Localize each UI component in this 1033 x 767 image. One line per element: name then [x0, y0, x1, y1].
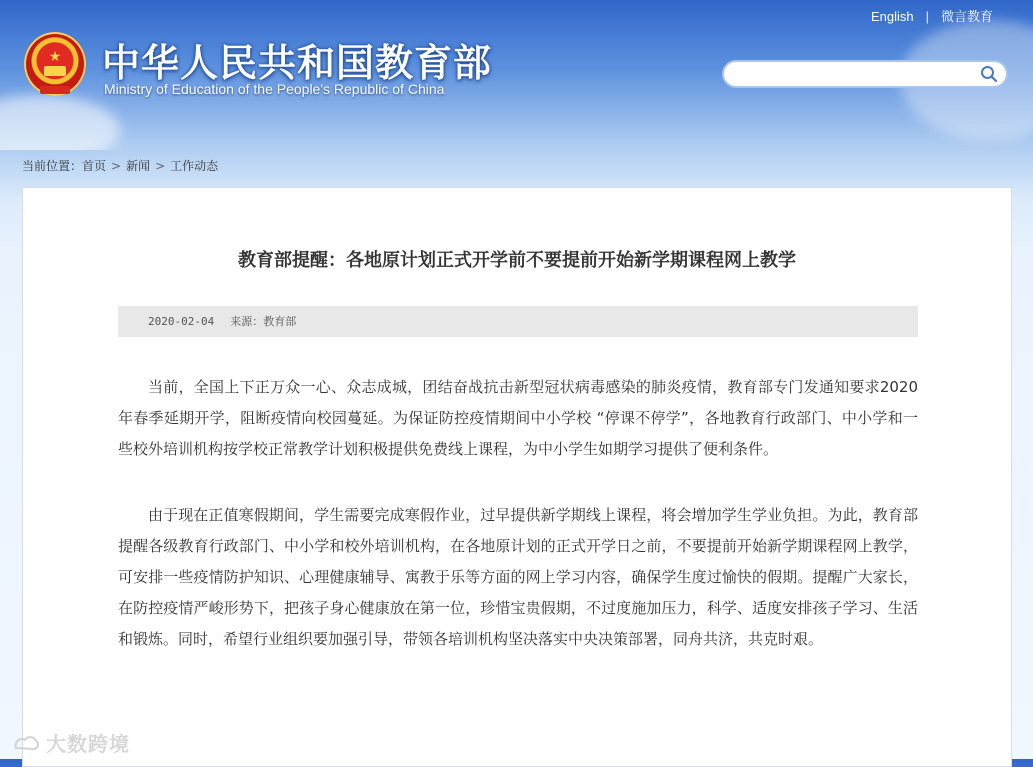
search-input[interactable] — [736, 62, 980, 88]
site-header — [0, 0, 1033, 150]
breadcrumb-work-news[interactable]: 工作动态 — [170, 159, 219, 173]
ribbon-icon — [40, 86, 70, 94]
breadcrumb-home[interactable]: 首页 — [82, 159, 107, 173]
search-box — [722, 60, 1008, 88]
site-title-en[interactable]: Ministry of Education of the People's Republic of China — [104, 81, 445, 97]
watermark-text: 大数跨境 — [46, 732, 130, 756]
breadcrumb — [22, 157, 218, 174]
search-icon[interactable] — [980, 65, 998, 83]
article-source: 来源：教育部 — [230, 315, 297, 328]
watermark-logo-icon — [12, 734, 40, 754]
article-title: 教育部提醒：各地原计划正式开学前不要提前开始新学期课程网上教学 — [238, 250, 796, 271]
english-link[interactable]: English — [870, 9, 914, 24]
chevron-right-icon: > — [155, 159, 166, 173]
breadcrumb-news[interactable]: 新闻 — [126, 159, 151, 173]
article-panel — [22, 187, 1012, 767]
breadcrumb-prefix: 当前位置： — [22, 159, 83, 173]
weiyan-link[interactable]: 微言教育 — [940, 9, 993, 24]
star-icon: ★ — [48, 49, 62, 65]
link-separator: | — [925, 9, 929, 24]
national-emblem-icon[interactable] — [24, 32, 86, 96]
top-links — [871, 6, 993, 25]
publish-date: 2020-02-04 — [148, 315, 215, 328]
article-paragraph: 由于现在正值寒假期间，学生需要完成寒假作业，过早提供新学期线上课程，将会增加学生学业负担。为此，教育部提醒各级教育行政部门、中小学和校外培训机构，在各地原计划的正式开学日之前，不要提前开始新学期课程网上教学，可安排一些疫情防护知识、心理健康辅导、寓教于乐等方面的网上学习内容，确保学生度过愉快的假期。提醒广大家长，在防控疫情严峻形势下，把孩子身心健康放在第一位，珍惜宝贵假期，不过度施加压力，科学、适度安排孩子学习、生活和锻炼。同时，希望行业组织要加强引导，带领各培训机构坚决落实中央决策部署，同舟共济，共克时艰。 — [118, 506, 918, 648]
article-body — [118, 372, 918, 690]
cloud-decoration — [0, 95, 120, 150]
site-title-cn[interactable]: 中华人民共和国教育部 — [102, 40, 493, 85]
article-paragraph: 当前，全国上下正万众一心、众志成城，团结奋战抗击新型冠状病毒感染的肺炎疫情，教育部专门发通知要求2020年春季延期开学，阻断疫情向校园蔓延。为保证防控疫情期间中小学校 “停课不停学”，各地教育行政部门、中小学和一些校外培训机构按学校正常教学计划积极提供免费线上课程，为中小学生如期学习提供了便利条件。 — [118, 378, 918, 458]
gate-icon — [44, 66, 66, 76]
chevron-right-icon: > — [111, 159, 122, 173]
article-meta — [118, 306, 918, 337]
watermark — [12, 728, 130, 757]
